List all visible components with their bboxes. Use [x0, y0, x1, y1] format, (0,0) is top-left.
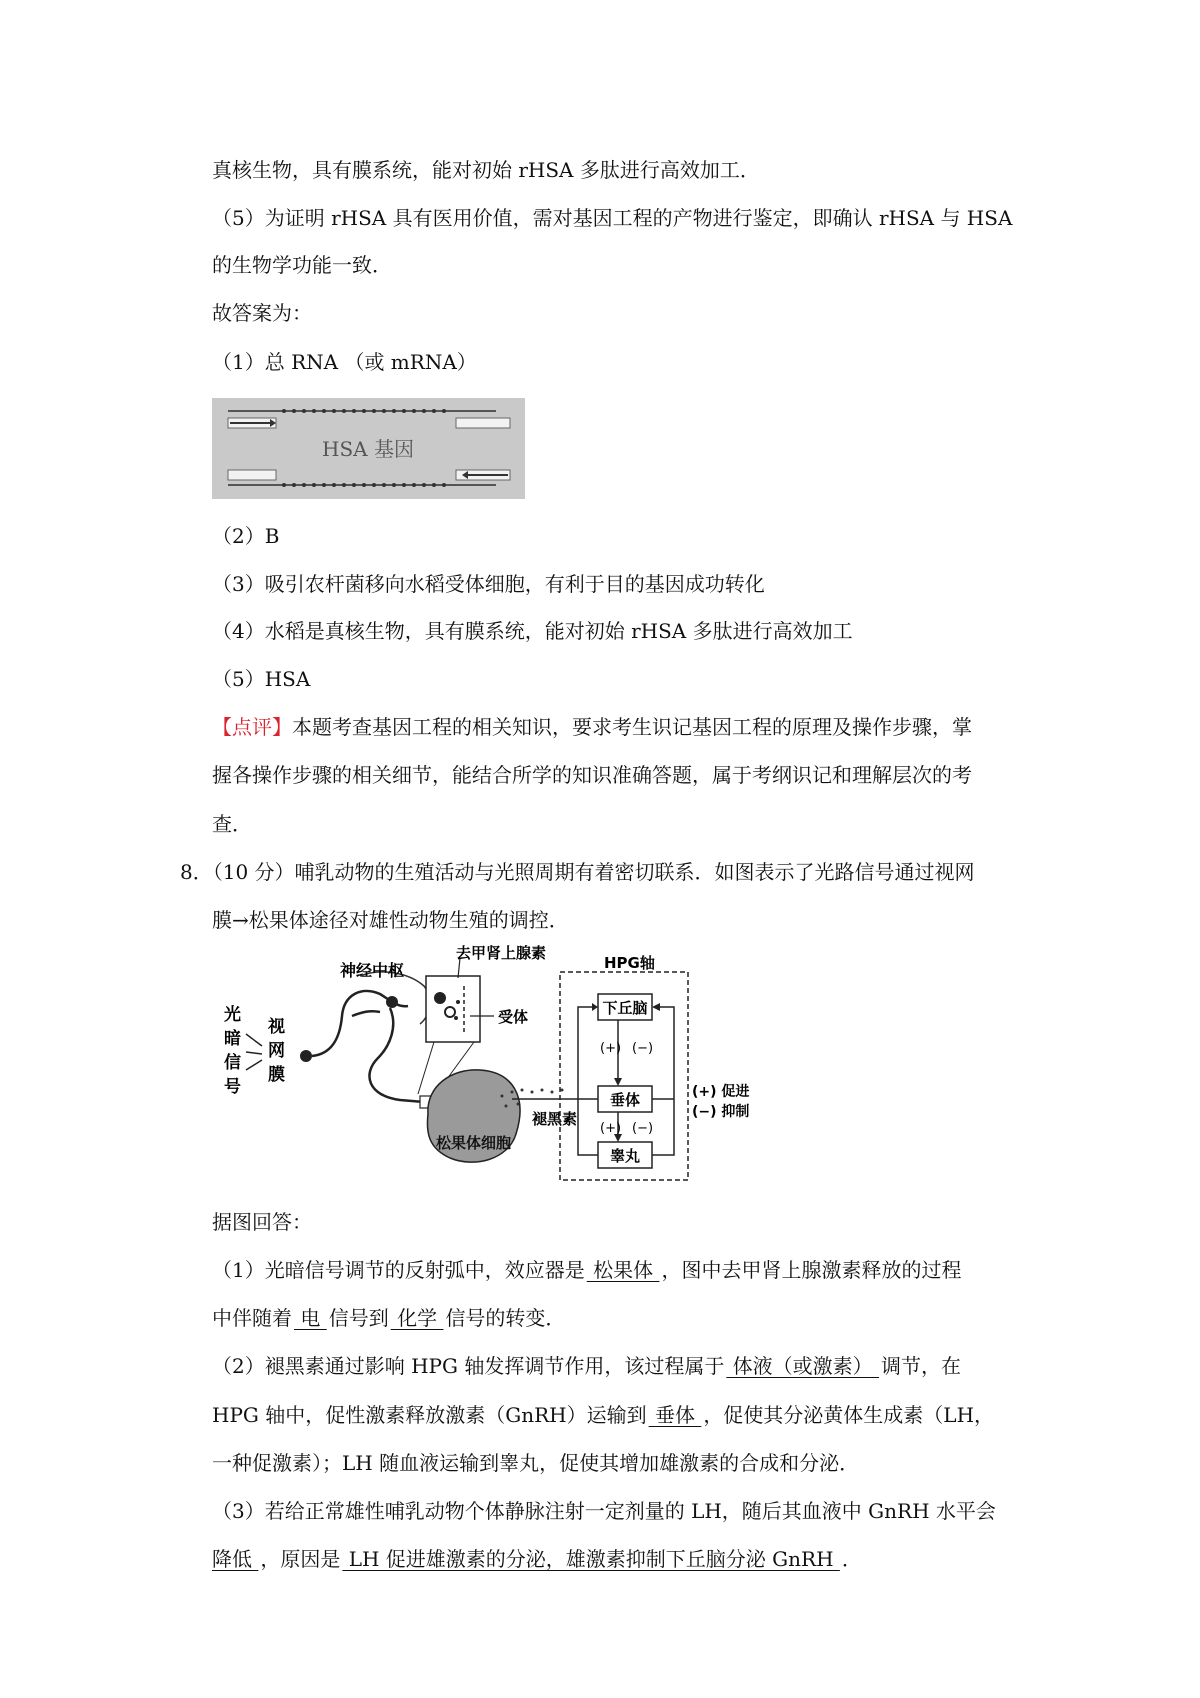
melatonin-label: 褪黑素 [532, 1110, 578, 1128]
text-line: 真核生物，具有膜系统，能对初始 rHSA 多肽进行高效加工． [212, 158, 760, 182]
text-run: ． [841, 1547, 862, 1571]
question-number: 8． [180, 860, 213, 884]
q8-part-1 [212, 1258, 961, 1282]
testis-label: 睾丸 [609, 1147, 641, 1165]
text-run: ，促使其分泌黄体生成素（LH， [703, 1403, 995, 1427]
text-line: 故答案为： [212, 301, 312, 325]
inhibit-sign: (−) [632, 1041, 654, 1056]
answer-5: （5）HSA [212, 667, 311, 691]
answer-blank: 体液（或激素） [726, 1354, 880, 1378]
text-run: 调节，在 [881, 1354, 962, 1378]
review-line [212, 715, 972, 739]
review-line: 查． [212, 812, 252, 836]
legend-promote: (+) 促进 [692, 1084, 750, 1100]
question-stem: （10 分）哺乳动物的生殖活动与光照周期有着密切联系．如图表示了光路信号通过视网 [212, 860, 975, 884]
text-line: （5）为证明 rHSA 具有医用价值，需对基因工程的产物进行鉴定，即确认 rHSA 与 HSA [212, 206, 1013, 230]
legend-inhibit: (−) 抑制 [692, 1104, 750, 1120]
answer-intro: 据图回答： [212, 1210, 312, 1234]
text-line: （1）总 RNA （或 mRNA） [212, 350, 477, 374]
review-line: 握各操作步骤的相关细节，能结合所学的知识准确答题，属于考纲识记和理解层次的考 [212, 763, 972, 787]
question-8-stem [180, 860, 975, 884]
answer-4: （4）水稻是真核生物，具有膜系统，能对初始 rHSA 多肽进行高效加工 [212, 619, 853, 643]
answer-blank: 松果体 [586, 1258, 660, 1282]
q8-part-2: 一种促激素）；LH 随血液运输到睾丸，促使其增加雄激素的合成和分泌． [212, 1451, 860, 1475]
text-run: ，原因是 [260, 1547, 341, 1571]
promote-sign: (+) [600, 1041, 622, 1056]
light-signal-char: 光 [224, 1005, 241, 1025]
norepinephrine-label: 去甲肾上腺素 [456, 944, 547, 962]
light-signal-char: 暗 [224, 1029, 241, 1049]
text-run: （1）光暗信号调节的反射弧中，效应器是 [212, 1258, 585, 1282]
q8-part-3 [212, 1547, 862, 1571]
answer-blank: 电 [294, 1306, 327, 1330]
text-run: （2）褪黑素通过影响 HPG 轴发挥调节作用，该过程属于 [212, 1354, 725, 1378]
retina-char: 网 [268, 1041, 285, 1061]
answer-3: （3）吸引农杆菌移向水稻受体细胞，有利于目的基因成功转化 [212, 572, 765, 596]
receptor-label: 受体 [498, 1008, 529, 1026]
text-run: 信号的转变． [445, 1306, 566, 1330]
nerve-center-label: 神经中枢 [340, 961, 405, 980]
hpg-axis-label: HPG轴 [604, 954, 655, 972]
answer-blank: 降低 [212, 1547, 259, 1571]
answer-blank: LH 促进雄激素的分泌，雄激素抑制下丘脑分泌 GnRH [342, 1547, 840, 1571]
review-tag: 【点评】 [212, 715, 292, 739]
hsa-gene-figure [212, 398, 525, 499]
q8-part-2 [212, 1354, 961, 1378]
hpg-regulation-diagram [212, 944, 750, 1184]
text-line: 的生物学功能一致． [212, 253, 392, 277]
answer-blank: 垂体 [648, 1403, 702, 1427]
answer-blank: 化学 [390, 1306, 444, 1330]
text-run: HPG 轴中，促性激素释放激素（GnRH）运输到 [212, 1403, 647, 1427]
q8-part-1 [212, 1306, 565, 1330]
light-signal-char: 信 [224, 1053, 241, 1073]
q8-part-3: （3）若给正常雄性哺乳动物个体静脉注射一定剂量的 LH，随后其血液中 GnRH 水平会 [212, 1499, 996, 1523]
retina-char: 膜 [268, 1065, 285, 1085]
retina-char: 视 [268, 1017, 285, 1037]
text-run: 中伴随着 [212, 1306, 292, 1330]
text-run: ，图中去甲肾上腺激素释放的过程 [661, 1258, 962, 1282]
promote-sign: (+) [600, 1121, 622, 1136]
hypothalamus-label: 下丘脑 [602, 999, 648, 1017]
inhibit-sign: (−) [632, 1121, 654, 1136]
light-signal-char: 号 [224, 1077, 241, 1097]
hsa-gene-label: HSA 基因 [322, 437, 414, 461]
question-8-stem: 膜→松果体途径对雄性动物生殖的调控． [212, 908, 569, 932]
pituitary-label: 垂体 [609, 1091, 641, 1109]
pineal-cell-label: 松果体细胞 [436, 1134, 512, 1152]
review-text: 本题考查基因工程的相关知识，要求考生识记基因工程的原理及操作步骤，掌 [292, 715, 972, 739]
q8-part-2 [212, 1403, 994, 1427]
text-run: 信号到 [328, 1306, 389, 1330]
answer-2: （2）B [212, 524, 280, 548]
